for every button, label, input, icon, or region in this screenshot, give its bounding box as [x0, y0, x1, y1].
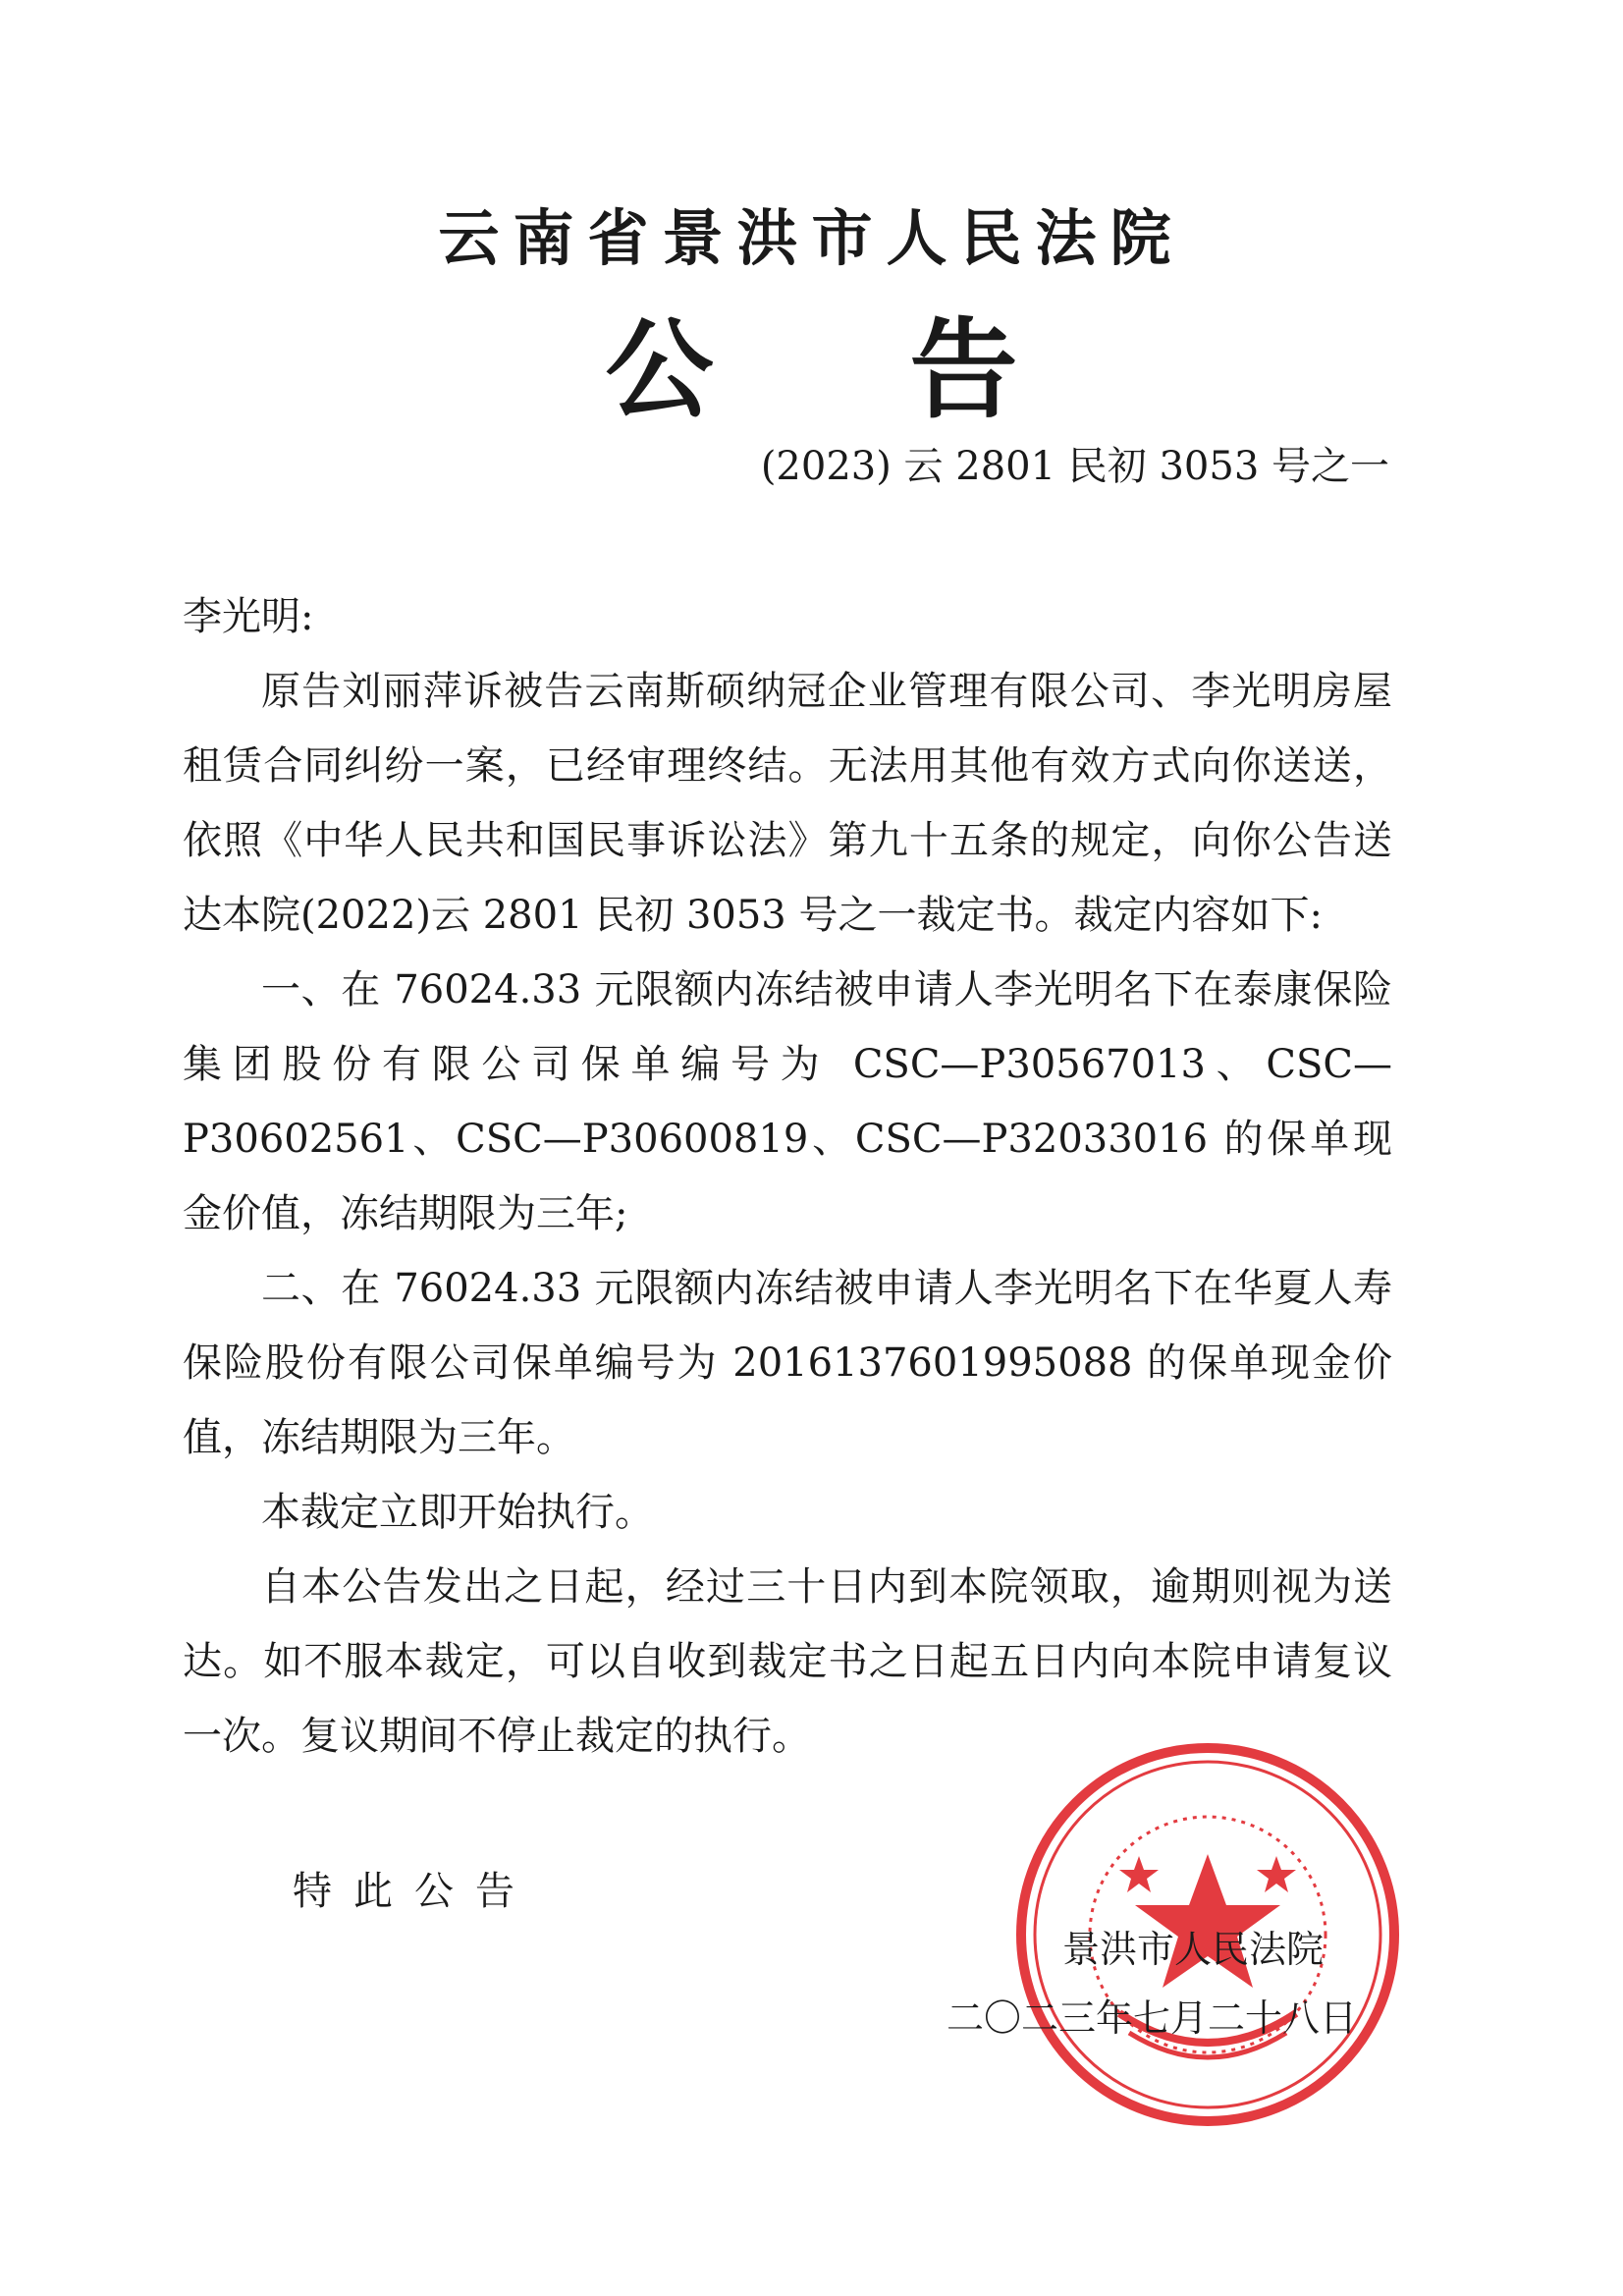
- paragraph-ruling-2: 二、在 76024.33 元限额内冻结被申请人李光明名下在华夏人寿保险股份有限公司保单编号为 2016137601995088 的保单现金价值，冻结期限为三年。: [183, 1266, 1392, 1460]
- paragraph-ruling-1: 一、在 76024.33 元限额内冻结被申请人李光明名下在泰康保险集团股份有限公司保单编号为 CSC—P30567013、CSC—P30602561、CSC—P30600819、CSC—P32033016 的保单现金价值，冻结期限为三年;: [183, 967, 1392, 1236]
- paragraph-service: 自本公告发出之日起，经过三十日内到本院领取，逾期则视为送达。如不服本裁定，可以自收到裁定书之日起五日内向本院申请复议一次。复议期间不停止裁定的执行。: [183, 1564, 1392, 1759]
- closing-statement: 特此公告: [293, 1869, 536, 1914]
- signature-court: 景洪市人民法院: [1062, 1928, 1325, 1971]
- court-title: 云南省景洪市人民法院: [438, 202, 1185, 274]
- addressee: 李光明:: [183, 594, 314, 639]
- paragraph-intro: 原告刘丽萍诉被告云南斯硕纳冠企业管理有限公司、李光明房屋租赁合同纠纷一案，已经审理终结。无法用其他有效方式向你送送，依照《中华人民共和国民事诉讼法》第九十五条的规定，向你公告送达本院(2022)云 2801 民初 3053 号之一裁定书。裁定内容如下:: [183, 669, 1392, 938]
- case-number: (2023) 云 2801 民初 3053 号之一: [760, 444, 1389, 489]
- signature-date: 二〇二三年七月二十八日: [947, 1996, 1358, 2040]
- notice-title: 公告: [605, 307, 1215, 433]
- paragraph-execution: 本裁定立即开始执行。: [261, 1490, 654, 1535]
- notice-body: [183, 579, 1392, 1774]
